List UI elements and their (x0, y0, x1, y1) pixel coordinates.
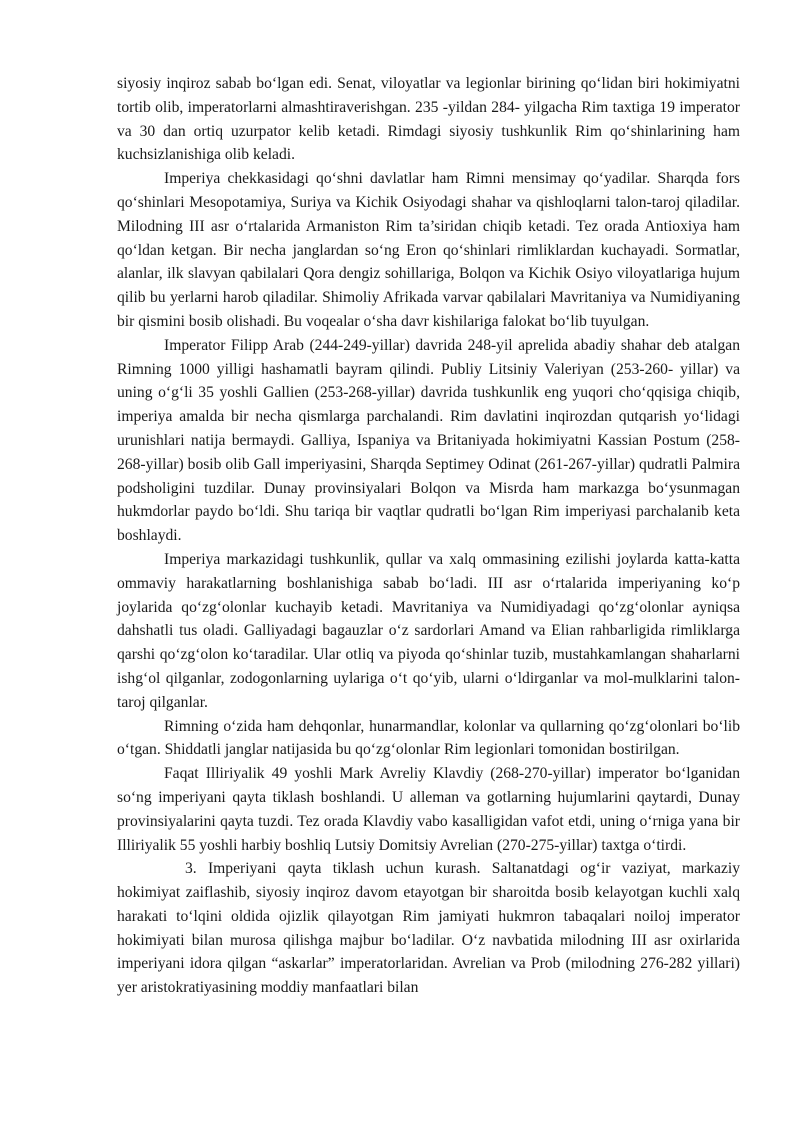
paragraph-neighbor-states: Imperiya chekkasidagi qo‘shni davlatlar ham Rimni mensimay qo‘yadilar. Sharqda fors qo‘shinlari Mesopotamiya, Suriya va Kichik Osiyodagi shahar va qishloqlarni talon-taroj qiladilar. Milodning III asr o‘rtalarida Armaniston Rim ta’siridan chiqib ketadi. Tez orada Antioxiya ham qo‘ldan ketgan. Bir necha janglardan so‘ng Eron qo‘shinlari rimliklardan kuchayadi. Sormatlar, alanlar, ilk slavyan qabilalari Qora dengiz sohillariga, Bolqon va Kichik Osiyo viloyatlariga hujum qilib bu yerlarni harob qiladilar. Shimoliy Afrikada varvar qabilalari Mavritaniya va Numidiyaning bir qismini bosib olishadi. Bu voqealar o‘sha davr kishilariga falokat bo‘lib tuyulgan. (117, 170, 740, 330)
paragraph-uprisings: Imperiya markazidagi tushkunlik, qullar va xalq ommasining ezilishi joylarda katta-katta ommaviy harakatlarning boshlanishiga sabab bo‘ladi. III asr o‘rtalarida imperiyaning ko‘p joylarida qo‘zg‘olonlar kuchayib ketadi. Mavritaniya va Numidiyadagi qo‘zg‘olonlar ayniqsa dahshatli tus oladi. Galliyadagi bagauzlar o‘z sardorlari Amand va Elian rahbarligida rimliklarga qarshi qo‘zg‘olon ko‘taradilar. Ular otliq va piyoda qo‘shinlar tuzib, mustahkamlangan shaharlarni ishg‘ol qilganlar, zodogonlarning uylariga o‘t qo‘yib, ularni o‘ldirganlar va mol-mulklarini talon-taroj qilganlar. (117, 550, 740, 711)
paragraph-philip-arab: Imperator Filipp Arab (244-249-yillar) davrida 248-yil aprelida abadiy shahar deb atalgan Rimning 1000 yilligi hashamatli bayram qilindi. Publiy Litsiniy Valeriyan (253-260- yillar) va uning o‘g‘li 35 yoshli Gallien (253-268-yillar) davrida tushkunlik eng yuqori cho‘qqisiga chiqib, imperiya amalda bir necha qismlarga parchalandi. Rim davlatini inqirozdan qutqarish yo‘lidagi urunishlari natija bermaydi. Galliya, Ispaniya va Britaniyada hokimiyatni Kassian Postum (258-268-yillar) bosib olib Gall imperiyasini, Sharqda Septimey Odinat (261-267-yillar) qudratli Palmira podsholigini tuzdilar. Dunay provinsiyalari Bolqon va Misrda ham markazga bo‘ysunmagan hukmdorlar paydo bo‘ldi. Shu tariqa bir vaqtlar qudratli bo‘lgan Rim imperiyasi parchalanib keta boshlaydi. (117, 336, 740, 545)
paragraph-continuation: siyosiy inqiroz sabab bo‘lgan edi. Senat, viloyatlar va legionlar birining qo‘lidan biri hokimiyatni tortib olib, imperatorlarni almashtiraverishgan. 235 -yildan 284- yilgacha Rim taxtiga 19 imperator va 30 dan ortiq uzurpator kelib ketadi. Rimdagi siyosiy tushkunlik Rim qo‘shinlarining ham kuchsizlanishiga olib keladi. (117, 75, 740, 164)
document-page (117, 72, 740, 1000)
paragraph-claudius: Faqat Illiriyalik 49 yoshli Mark Avreliy Klavdiy (268-270-yillar) imperator bo‘lganidan so‘ng imperiyani qayta tiklash boshlandi. U alleman va gotlarning hujumlarini qaytardi, Dunay provinsiyalarini qayta tuzdi. Tez orada Klavdiy vabo kasalligidan vafot etdi, uning o‘rniga yana bir Illiriyalik 55 yoshli harbiy boshliq Lutsiy Domitsiy Avrelian (270-275-yillar) taxtga o‘tirdi. (117, 765, 740, 854)
paragraph-rome-revolts: Rimning o‘zida ham dehqonlar, hunarmandlar, kolonlar va qullarning qo‘zg‘olonlari bo‘lib o‘tgan. Shiddatli janglar natijasida bu qo‘zg‘olonlar Rim legionlari tomonidan bostirilgan. (117, 717, 740, 759)
section-3-paragraph: 3. Imperiyani qayta tiklash uchun kurash. Saltanatdagi og‘ir vaziyat, markaziy hokimiyat zaiflashib, siyosiy inqiroz davom etayotgan bir sharoitda bosib kelayotgan kuchli xalq harakati to‘lqini oldida ojizlik qilayotgan Rim jamiyati hukmron tabaqalari noiloj imperator hokimiyati bilan murosa qilishga majbur bo‘ladilar. O‘z navbatida milodning III asr oxirlarida imperiyani idora qilgan “askarlar” imperatorlaridan. Avrelian va Prob (milodning 276-282 yillari) yer aristokratiyasining moddiy manfaatlari bilan (117, 860, 740, 997)
